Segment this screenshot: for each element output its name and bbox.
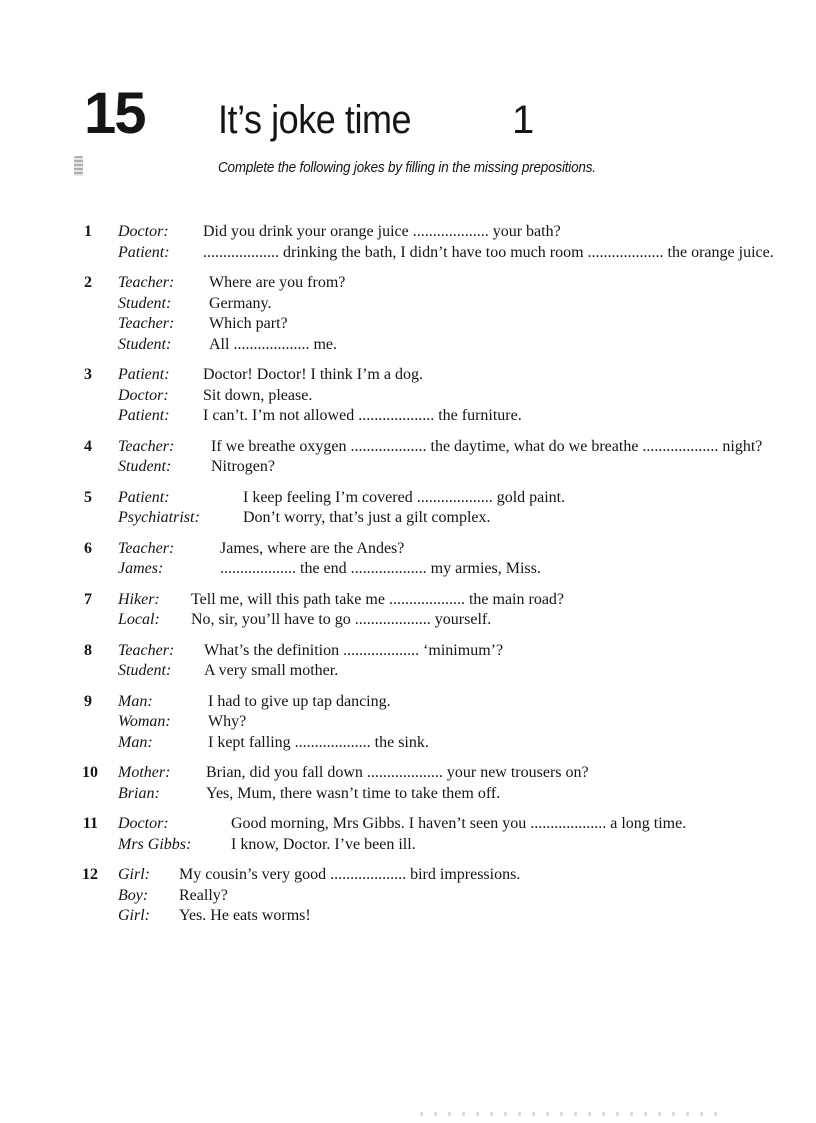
- dialogue-line: [118, 712, 778, 733]
- joke-number: 3: [84, 366, 92, 383]
- scan-smudge: [420, 1112, 720, 1116]
- scan-mark: [74, 156, 83, 176]
- speech-text: A very small mother.: [204, 662, 339, 679]
- speaker-label: Student:: [118, 294, 172, 312]
- speaker-label: Patient:: [118, 366, 170, 383]
- speech-text: Where are you from?: [209, 274, 346, 291]
- dialogue-line: [118, 457, 778, 478]
- dialogue-line: [118, 763, 778, 784]
- speaker-label: Psychiatrist:: [118, 509, 200, 526]
- joke-item: [78, 641, 778, 682]
- dialogue-line: [118, 406, 778, 427]
- dialogue-line: [118, 835, 778, 856]
- joke-item: [78, 365, 778, 427]
- dialogue-line: [118, 243, 778, 264]
- speaker-label: Boy:: [118, 886, 149, 904]
- speech-text: Good morning, Mrs Gibbs. I haven’t seen you ................... a long time.: [231, 815, 687, 832]
- speaker-label: Teacher:: [118, 274, 175, 291]
- joke-number: 7: [84, 590, 92, 608]
- speech-text: My cousin’s very good ................... bird impressions.: [179, 866, 521, 883]
- dialogue-line: [118, 641, 778, 662]
- dialogue-line: [118, 508, 778, 529]
- speech-text: I had to give up tap dancing.: [208, 692, 391, 710]
- speech-text: Doctor! Doctor! I think I’m a dog.: [203, 366, 423, 383]
- dialogue-line: [118, 559, 778, 580]
- speaker-label: James:: [118, 560, 164, 577]
- speech-text: Germany.: [209, 294, 272, 312]
- speech-text: I know, Doctor. I’ve been ill.: [231, 835, 416, 853]
- joke-number: 9: [84, 692, 92, 710]
- speaker-label: Doctor:: [118, 386, 169, 404]
- speaker-label: Man:: [118, 692, 153, 710]
- page-title: It’s joke time: [218, 98, 412, 142]
- dialogue-line: [118, 314, 778, 335]
- dialogue-line: [118, 610, 778, 631]
- dialogue-line: [118, 273, 778, 294]
- jokes-list: [78, 222, 778, 937]
- joke-item: [78, 222, 778, 263]
- joke-number: 5: [84, 488, 92, 506]
- dialogue-line: [118, 692, 778, 713]
- speaker-label: Local:: [118, 611, 160, 628]
- dialogue-line: [118, 335, 778, 356]
- dialogue-line: [118, 886, 778, 907]
- speaker-label: Teacher:: [118, 315, 175, 332]
- speaker-label: Mother:: [118, 764, 171, 781]
- speaker-label: Teacher:: [118, 437, 175, 455]
- speech-text: Nitrogen?: [211, 458, 275, 475]
- joke-item: [78, 865, 778, 927]
- speech-text: Did you drink your orange juice ................... your bath?: [203, 223, 561, 240]
- dialogue-line: [118, 437, 778, 458]
- joke-item: [78, 437, 778, 478]
- unit-number: 15: [84, 81, 145, 146]
- speaker-label: Student:: [118, 458, 172, 475]
- joke-item: [78, 814, 778, 855]
- speech-text: I keep feeling I’m covered ................... gold paint.: [243, 488, 566, 506]
- joke-item: [78, 273, 778, 355]
- speaker-label: Teacher:: [118, 641, 175, 659]
- dialogue-line: [118, 222, 778, 243]
- speaker-label: Man:: [118, 733, 153, 751]
- joke-number: 2: [84, 274, 92, 291]
- speech-text: Sit down, please.: [203, 386, 313, 404]
- dialogue-line: [118, 784, 778, 805]
- dialogue-line: [118, 386, 778, 407]
- speech-text: Yes. He eats worms!: [179, 907, 311, 924]
- dialogue-line: [118, 294, 778, 315]
- speaker-label: Woman:: [118, 713, 171, 730]
- speaker-label: Patient:: [118, 407, 170, 424]
- dialogue-line: [118, 488, 778, 509]
- speaker-label: Teacher:: [118, 539, 175, 557]
- speech-text: Tell me, will this path take me ................... the main road?: [191, 590, 565, 608]
- speaker-label: Mrs Gibbs:: [118, 835, 192, 853]
- joke-number: 1: [84, 223, 92, 240]
- speaker-label: Girl:: [118, 907, 150, 924]
- joke-number: 6: [84, 539, 92, 557]
- dialogue-line: [118, 906, 778, 927]
- joke-item: [78, 763, 778, 804]
- speaker-label: Patient:: [118, 488, 170, 506]
- speaker-label: Student:: [118, 335, 172, 353]
- speaker-label: Doctor:: [118, 223, 169, 240]
- dialogue-line: [118, 539, 778, 560]
- joke-number: 12: [82, 866, 98, 883]
- speaker-label: Doctor:: [118, 815, 169, 832]
- joke-item: [78, 590, 778, 631]
- speaker-label: Brian:: [118, 784, 160, 802]
- speaker-label: Student:: [118, 662, 172, 679]
- instruction-text: Complete the following jokes by filling in the missing prepositions.: [218, 160, 596, 176]
- dialogue-line: [118, 865, 778, 886]
- dialogue-line: [118, 814, 778, 835]
- speech-text: What’s the definition ................... ‘minimum’?: [204, 641, 504, 659]
- dialogue-line: [118, 661, 778, 682]
- speech-text: No, sir, you’ll have to go ................... yourself.: [191, 611, 492, 628]
- joke-item: [78, 692, 778, 754]
- dialogue-line: [118, 365, 778, 386]
- speech-text: Don’t worry, that’s just a gilt complex.: [243, 509, 491, 526]
- speech-text: I can’t. I’m not allowed ................... the furniture.: [203, 407, 522, 424]
- speech-text: Brian, did you fall down ................... your new trousers on?: [206, 764, 589, 781]
- speech-text: Really?: [179, 886, 228, 904]
- dialogue-line: [118, 590, 778, 611]
- speech-text: All ................... me.: [209, 335, 337, 353]
- joke-number: 8: [84, 641, 92, 659]
- speaker-label: Girl:: [118, 866, 150, 883]
- speech-text: I kept falling ................... the sink.: [208, 733, 429, 751]
- speech-text: Yes, Mum, there wasn’t time to take them off.: [206, 784, 501, 802]
- dialogue-line: [118, 733, 778, 754]
- speech-text: If we breathe oxygen ................... the daytime, what do we breathe ................... night?: [211, 437, 763, 455]
- speaker-label: Hiker:: [118, 590, 160, 608]
- joke-item: [78, 539, 778, 580]
- speech-text: James, where are the Andes?: [220, 539, 405, 557]
- speaker-label: Patient:: [118, 243, 170, 261]
- speech-text: ................... the end ................... my armies, Miss.: [220, 560, 541, 577]
- speech-text: ................... drinking the bath, I didn’t have too much room ................... the orange juice.: [203, 243, 774, 261]
- speech-text: Which part?: [209, 315, 288, 332]
- speech-text: Why?: [208, 713, 247, 730]
- joke-number: 11: [82, 815, 98, 832]
- joke-number: 10: [82, 764, 98, 781]
- joke-item: [78, 488, 778, 529]
- title-number: 1: [512, 98, 535, 142]
- joke-number: 4: [84, 437, 92, 455]
